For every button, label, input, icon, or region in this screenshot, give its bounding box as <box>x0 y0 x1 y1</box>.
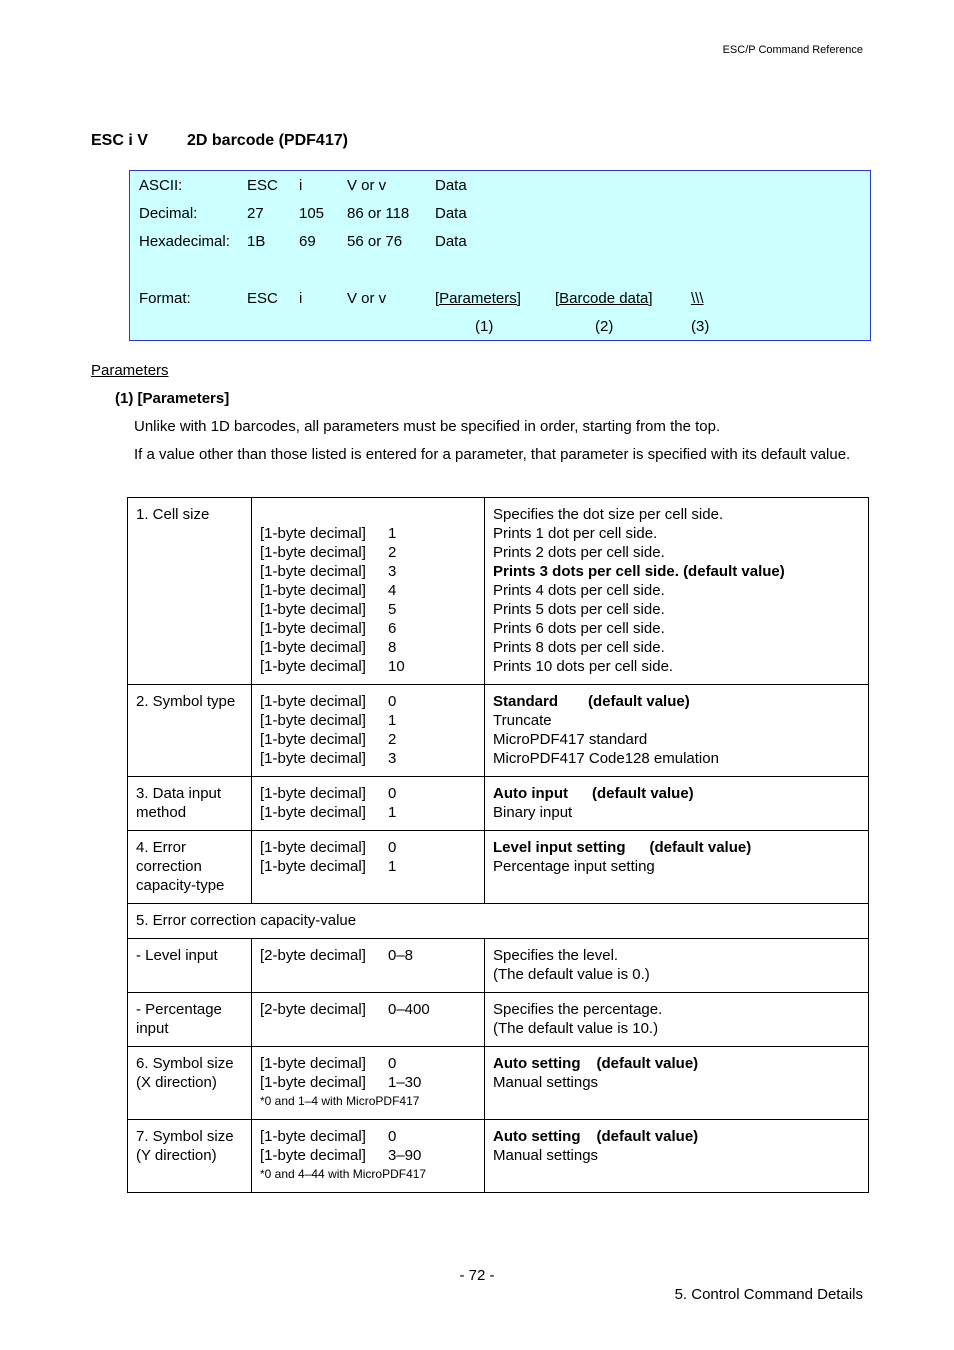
param-value: 0 <box>388 1128 397 1145</box>
default-tag: (default value) <box>588 693 690 710</box>
syntax-value: Data <box>435 233 467 250</box>
param-type: [2-byte decimal] <box>260 947 366 964</box>
desc-line: Binary input <box>493 804 573 821</box>
desc-line: Specifies the dot size per cell side. <box>493 506 724 523</box>
param-type: [1-byte decimal] <box>260 639 366 656</box>
param-name <box>128 1047 252 1120</box>
param-value: 0 <box>388 1055 397 1072</box>
format-value: i <box>299 290 303 307</box>
param-name-line: 3. Data input <box>136 785 222 802</box>
table-row <box>128 685 869 777</box>
syntax-value: 105 <box>299 205 325 222</box>
param-note: *0 and 4–44 with MicroPDF417 <box>260 1167 427 1181</box>
desc-line: Prints 10 dots per cell side. <box>493 658 674 675</box>
param-type: [1-byte decimal] <box>260 1128 366 1145</box>
param-type: [1-byte decimal] <box>260 1055 366 1072</box>
desc-line: Percentage input setting <box>493 858 655 875</box>
command-description: 2D barcode (PDF417) <box>187 132 348 149</box>
param-name <box>128 777 252 831</box>
parameters-table <box>127 497 869 1193</box>
param-name: - Level input <box>128 939 252 993</box>
syntax-value: Data <box>435 177 467 194</box>
default-option: Standard <box>493 693 559 710</box>
desc-line: Prints 6 dots per cell side. <box>493 620 665 637</box>
param-description <box>485 939 869 993</box>
param-value: 2 <box>388 731 397 748</box>
param-name-line: input <box>136 1020 169 1037</box>
param-value: 8 <box>388 639 397 656</box>
syntax-value: 56 or 76 <box>347 233 403 250</box>
default-option: Auto setting <box>493 1128 581 1145</box>
param-name: 1. Cell size <box>128 498 252 685</box>
param-value: 3–90 <box>388 1147 422 1164</box>
command-name: ESC i V <box>91 132 148 149</box>
param-value: 3 <box>388 563 397 580</box>
default-tag: (default value) <box>591 785 694 802</box>
param-value: 4 <box>388 582 397 599</box>
table-row <box>128 831 869 904</box>
table-row <box>128 939 869 993</box>
format-number: (1) <box>475 318 494 335</box>
default-option: Level input setting <box>493 839 626 856</box>
desc-line: Prints 4 dots per cell side. <box>493 582 665 599</box>
desc-line: Prints 1 dot per cell side. <box>493 525 658 542</box>
param-description <box>485 1120 869 1193</box>
desc-line: Manual settings <box>493 1147 599 1164</box>
syntax-value: 69 <box>299 233 316 250</box>
param-type: [1-byte decimal] <box>260 1147 366 1164</box>
param-type: [1-byte decimal] <box>260 693 366 710</box>
format-value: V or v <box>347 290 387 307</box>
param-description <box>485 831 869 904</box>
intro-paragraph: If a value other than those listed is entered for a parameter, that parameter is specified with its default value. <box>134 446 851 463</box>
syntax-value: 86 or 118 <box>347 205 410 222</box>
running-header: ESC/P Command Reference <box>722 44 863 56</box>
param-name-line: (Y direction) <box>136 1147 217 1164</box>
param-name-line: 7. Symbol size <box>136 1128 234 1145</box>
param-value: 1 <box>388 525 397 542</box>
param-name <box>128 993 252 1047</box>
desc-line: Prints 8 dots per cell side. <box>493 639 665 656</box>
param-value: 1 <box>388 712 397 729</box>
syntax-label: Decimal: <box>139 205 198 222</box>
param-name <box>128 831 252 904</box>
syntax-value: 27 <box>247 205 264 222</box>
param-type: [1-byte decimal] <box>260 785 366 802</box>
table-row <box>128 777 869 831</box>
param-description <box>485 777 869 831</box>
format-label: Format: <box>139 290 191 307</box>
param-type: [1-byte decimal] <box>260 712 366 729</box>
format-value: ESC <box>247 290 278 307</box>
table-row <box>128 1120 869 1193</box>
default-tag: (default value) <box>649 839 752 856</box>
intro-paragraph: Unlike with 1D barcodes, all parameters must be specified in order, starting from the top. <box>134 418 721 435</box>
page-number: - 72 - <box>459 1267 495 1284</box>
default-tag: (default value) <box>596 1055 699 1072</box>
table-row <box>128 904 869 939</box>
parameters-heading: Parameters <box>91 362 169 379</box>
param-value: 3 <box>388 750 397 767</box>
desc-line-default: Prints 3 dots per cell side. (default value) <box>493 563 785 580</box>
param-values <box>252 831 485 904</box>
param-values <box>252 939 485 993</box>
param-name-line: method <box>136 804 187 821</box>
table-row <box>128 993 869 1047</box>
param-type: [1-byte decimal] <box>260 1074 366 1091</box>
param-type: [1-byte decimal] <box>260 858 366 875</box>
param-type: [1-byte decimal] <box>260 620 366 637</box>
param-value: 6 <box>388 620 397 637</box>
param-name-line: (X direction) <box>136 1074 217 1091</box>
syntax-label: ASCII: <box>139 177 183 194</box>
desc-line: Specifies the percentage. <box>493 1001 663 1018</box>
desc-line: Prints 2 dots per cell side. <box>493 544 665 561</box>
desc-line: (The default value is 10.) <box>493 1020 659 1037</box>
param-value: 10 <box>388 658 405 675</box>
param-type: [1-byte decimal] <box>260 563 366 580</box>
param-type: [1-byte decimal] <box>260 544 366 561</box>
syntax-value: i <box>299 177 303 194</box>
desc-line: Truncate <box>493 712 552 729</box>
param-description <box>485 993 869 1047</box>
desc-line: MicroPDF417 Code128 emulation <box>493 750 719 767</box>
section-footer: 5. Control Command Details <box>674 1286 863 1303</box>
param-type: [1-byte decimal] <box>260 525 366 542</box>
format-number: (2) <box>595 318 614 335</box>
table-row <box>128 1047 869 1120</box>
desc-line: Specifies the level. <box>493 947 619 964</box>
param-value: 0 <box>388 785 397 802</box>
param-values <box>252 1047 485 1120</box>
param-name: 5. Error correction capacity-value <box>128 904 869 939</box>
desc-line: Prints 5 dots per cell side. <box>493 601 665 618</box>
param-note: *0 and 1–4 with MicroPDF417 <box>260 1094 420 1108</box>
command-title <box>91 132 348 150</box>
param-type: [2-byte decimal] <box>260 1001 366 1018</box>
syntax-value: Data <box>435 205 467 222</box>
param-value: 1 <box>388 858 397 875</box>
param-type: [1-byte decimal] <box>260 658 366 675</box>
default-option: Auto input <box>493 785 568 802</box>
param-name-line: 4. Error <box>136 839 187 856</box>
param-name-line: capacity-type <box>136 877 225 894</box>
param-type: [1-byte decimal] <box>260 750 366 767</box>
param-values <box>252 1120 485 1193</box>
param-description <box>485 1047 869 1120</box>
param-value: 0–400 <box>388 1001 430 1018</box>
default-tag: (default value) <box>596 1128 699 1145</box>
table-row <box>128 498 869 685</box>
param-values <box>252 685 485 777</box>
syntax-value: ESC <box>247 177 278 194</box>
param-value: 0 <box>388 693 397 710</box>
param-value: 1–30 <box>388 1074 422 1091</box>
param-value: 2 <box>388 544 397 561</box>
param-value: 5 <box>388 601 397 618</box>
param-type: [1-byte decimal] <box>260 731 366 748</box>
param-values <box>252 777 485 831</box>
syntax-value: 1B <box>247 233 266 250</box>
format-number: (3) <box>691 318 710 335</box>
desc-line: (The default value is 0.) <box>493 966 650 983</box>
param-type: [1-byte decimal] <box>260 839 366 856</box>
param-name: 2. Symbol type <box>128 685 252 777</box>
param-description <box>485 498 869 685</box>
param-type: [1-byte decimal] <box>260 804 366 821</box>
desc-line: MicroPDF417 standard <box>493 731 648 748</box>
param-type: [1-byte decimal] <box>260 601 366 618</box>
desc-line: Manual settings <box>493 1074 599 1091</box>
param-description <box>485 685 869 777</box>
param-value: 1 <box>388 804 397 821</box>
param-name <box>128 1120 252 1193</box>
param1-heading: (1) [Parameters] <box>115 390 230 407</box>
format-parameters: [Parameters] <box>435 290 521 307</box>
param-values <box>252 498 485 685</box>
param-name-line: - Percentage <box>136 1001 222 1018</box>
syntax-value: V or v <box>347 177 387 194</box>
param-name-line: correction <box>136 858 202 875</box>
default-option: Auto setting <box>493 1055 581 1072</box>
syntax-label: Hexadecimal: <box>139 233 230 250</box>
format-barcode-data: [Barcode data] <box>555 290 653 307</box>
format-terminator: \\\ <box>691 290 704 307</box>
param-values <box>252 993 485 1047</box>
param-type: [1-byte decimal] <box>260 582 366 599</box>
param-value: 0 <box>388 839 397 856</box>
param-value: 0–8 <box>388 947 414 964</box>
param-name-line: 6. Symbol size <box>136 1055 234 1072</box>
syntax-box <box>129 170 871 341</box>
